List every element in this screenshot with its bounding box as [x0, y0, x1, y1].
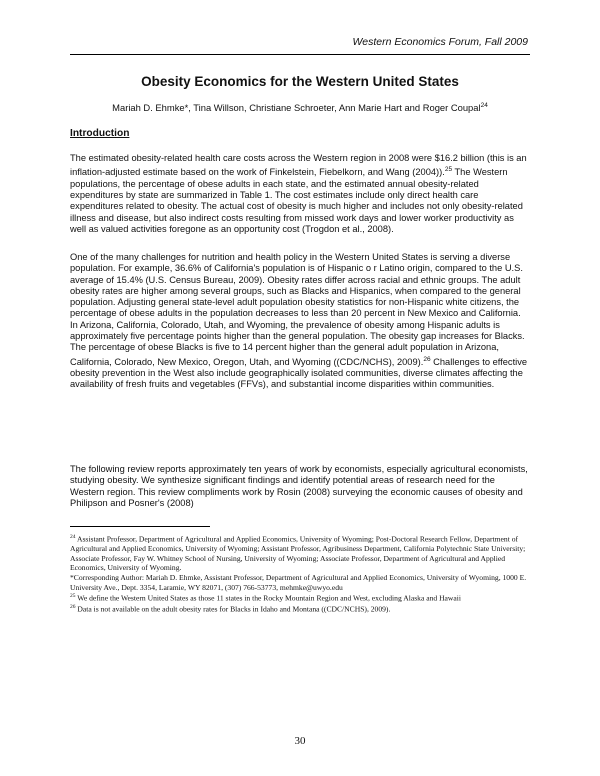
header-rule: [70, 54, 530, 55]
footnote-26: [70, 603, 530, 614]
footnote-24: [70, 533, 530, 573]
footnote-rule: [70, 526, 210, 527]
page-number: 30: [294, 735, 306, 747]
footnote-ref-26[interactable]: 26: [423, 355, 431, 363]
footnote-ref-25[interactable]: 25: [444, 166, 453, 174]
footnote-24-mark: 24: [70, 534, 76, 540]
section-heading-introduction: Introduction: [70, 128, 130, 139]
paragraph-1: [70, 153, 530, 235]
footnote-24-corresponding: *Corresponding Author: Mariah D. Ehmke, Assistant Professor, Department of Agricultural and Applied Economics, University of Wyoming, 1000 E. University Ave., Dept. 3354, Laramie, WY 82071, (307) 766-53773, mehmke@uwyo.edu: [70, 572, 527, 592]
paragraph-1-text-b: The Western populations, the percentage of obese adults in each state, and the estimated annual obesity-related expenditures by state are summarized in Table 1. The cost estimates include only direct health care expenditures related to obesity. The actual cost of obesity is much higher and includes not only obesity-related illness and disease, but also indirect costs resulting from missed work days and lower worker productivity as well as valued activities foregone as an opportunity cost (Trogdon et al., 2008).: [70, 167, 523, 234]
footnote-25-text: We define the Western United States as those 11 states in the Rocky Mountain Region and West, excluding Alaska and Hawaii: [75, 593, 462, 603]
author-names: Mariah D. Ehmke*, Tina Willson, Christiane Schroeter, Ann Marie Hart and Roger Coupal: [112, 102, 481, 114]
paragraph-3: The following review reports approximately ten years of work by economists, especially agricultural economists, studying obesity. We synthesize significant findings and identify potential areas of research need for the Western region. This review compliments work by Rosin (2008) surveying the economic causes of obesity and Philipson and Posner's (2008): [70, 464, 528, 508]
paper-title: Obesity Economics for the Western United States: [141, 74, 459, 89]
paragraph-2: [70, 252, 530, 391]
author-footnote-mark[interactable]: 24: [480, 102, 488, 109]
footnote-24-text: Assistant Professor, Department of Agricultural and Applied Economics, University of Wyoming; Post-Doctoral Research Fellow, Department of Agricultural and Applied Economics, University of Wyoming; Assistant Professor, Agribusiness Department, California Polytechnic State University; Associate Professor, Fay W. Whitney School of Nursing, University of Wyoming; Associate Professor, Department of Agricultural and Applied Economics, University of Wyoming.: [70, 534, 526, 573]
paragraph-1-text-a: The estimated obesity-related health care costs across the Western region in 2008 were $16.2 billion (this is an inflation-adjusted estimate based on the work of Finkelstein, Fiebelkorn, and Wang (2004)).: [70, 153, 527, 178]
paragraph-2-text-a: One of the many challenges for nutrition and health policy in the Western United States is serving a diverse population. For example, 36.6% of California's population is of Hispanic o r Latino origin, compared to the U.S. average of 15.4% (U.S. Census Bureau, 2009). Obesity rates differ across racial and ethnic groups. The adult obesity rates are higher among several groups, such as Blacks and Hispanics, when compared to the general population. Adjusting general state-level adult population obesity statistics for non-Hispanic white citizens, the percentage of obese adults in the population decreases to less than 20 percent in New Mexico and California. In Arizona, California, Colorado, Utah, and Wyoming, the prevalence of obesity among Hispanic adults is approximately five percentage points higher than the general population. The obesity gap increases for Blacks. The percentage of obese Blacks is five to 14 percent higher than the general adult population in Arizona, California, Colorado, New Mexico, Oregon, Utah, and Wyoming ((CDC/NCHS), 2009).: [70, 252, 525, 367]
author-list: [70, 102, 530, 113]
footnote-25: [70, 592, 530, 603]
footnote-26-mark: 26: [70, 604, 76, 611]
footnote-26-text: Data is not available on the adult obesity rates for Blacks in Idaho and Montana ((CDC/NCHS), 2009).: [75, 604, 391, 614]
paragraph-2-text-b: Challenges to effective obesity prevention in the West also include geographically isolated communities, diverse climates affecting the availability of fresh fruits and vegetables (FFVs), and substantial income disparities within communities.: [70, 356, 528, 390]
journal-header: Western Economics Forum, Fall 2009: [352, 36, 528, 48]
footnote-25-mark: 25: [70, 593, 76, 600]
footnotes: [70, 533, 530, 614]
